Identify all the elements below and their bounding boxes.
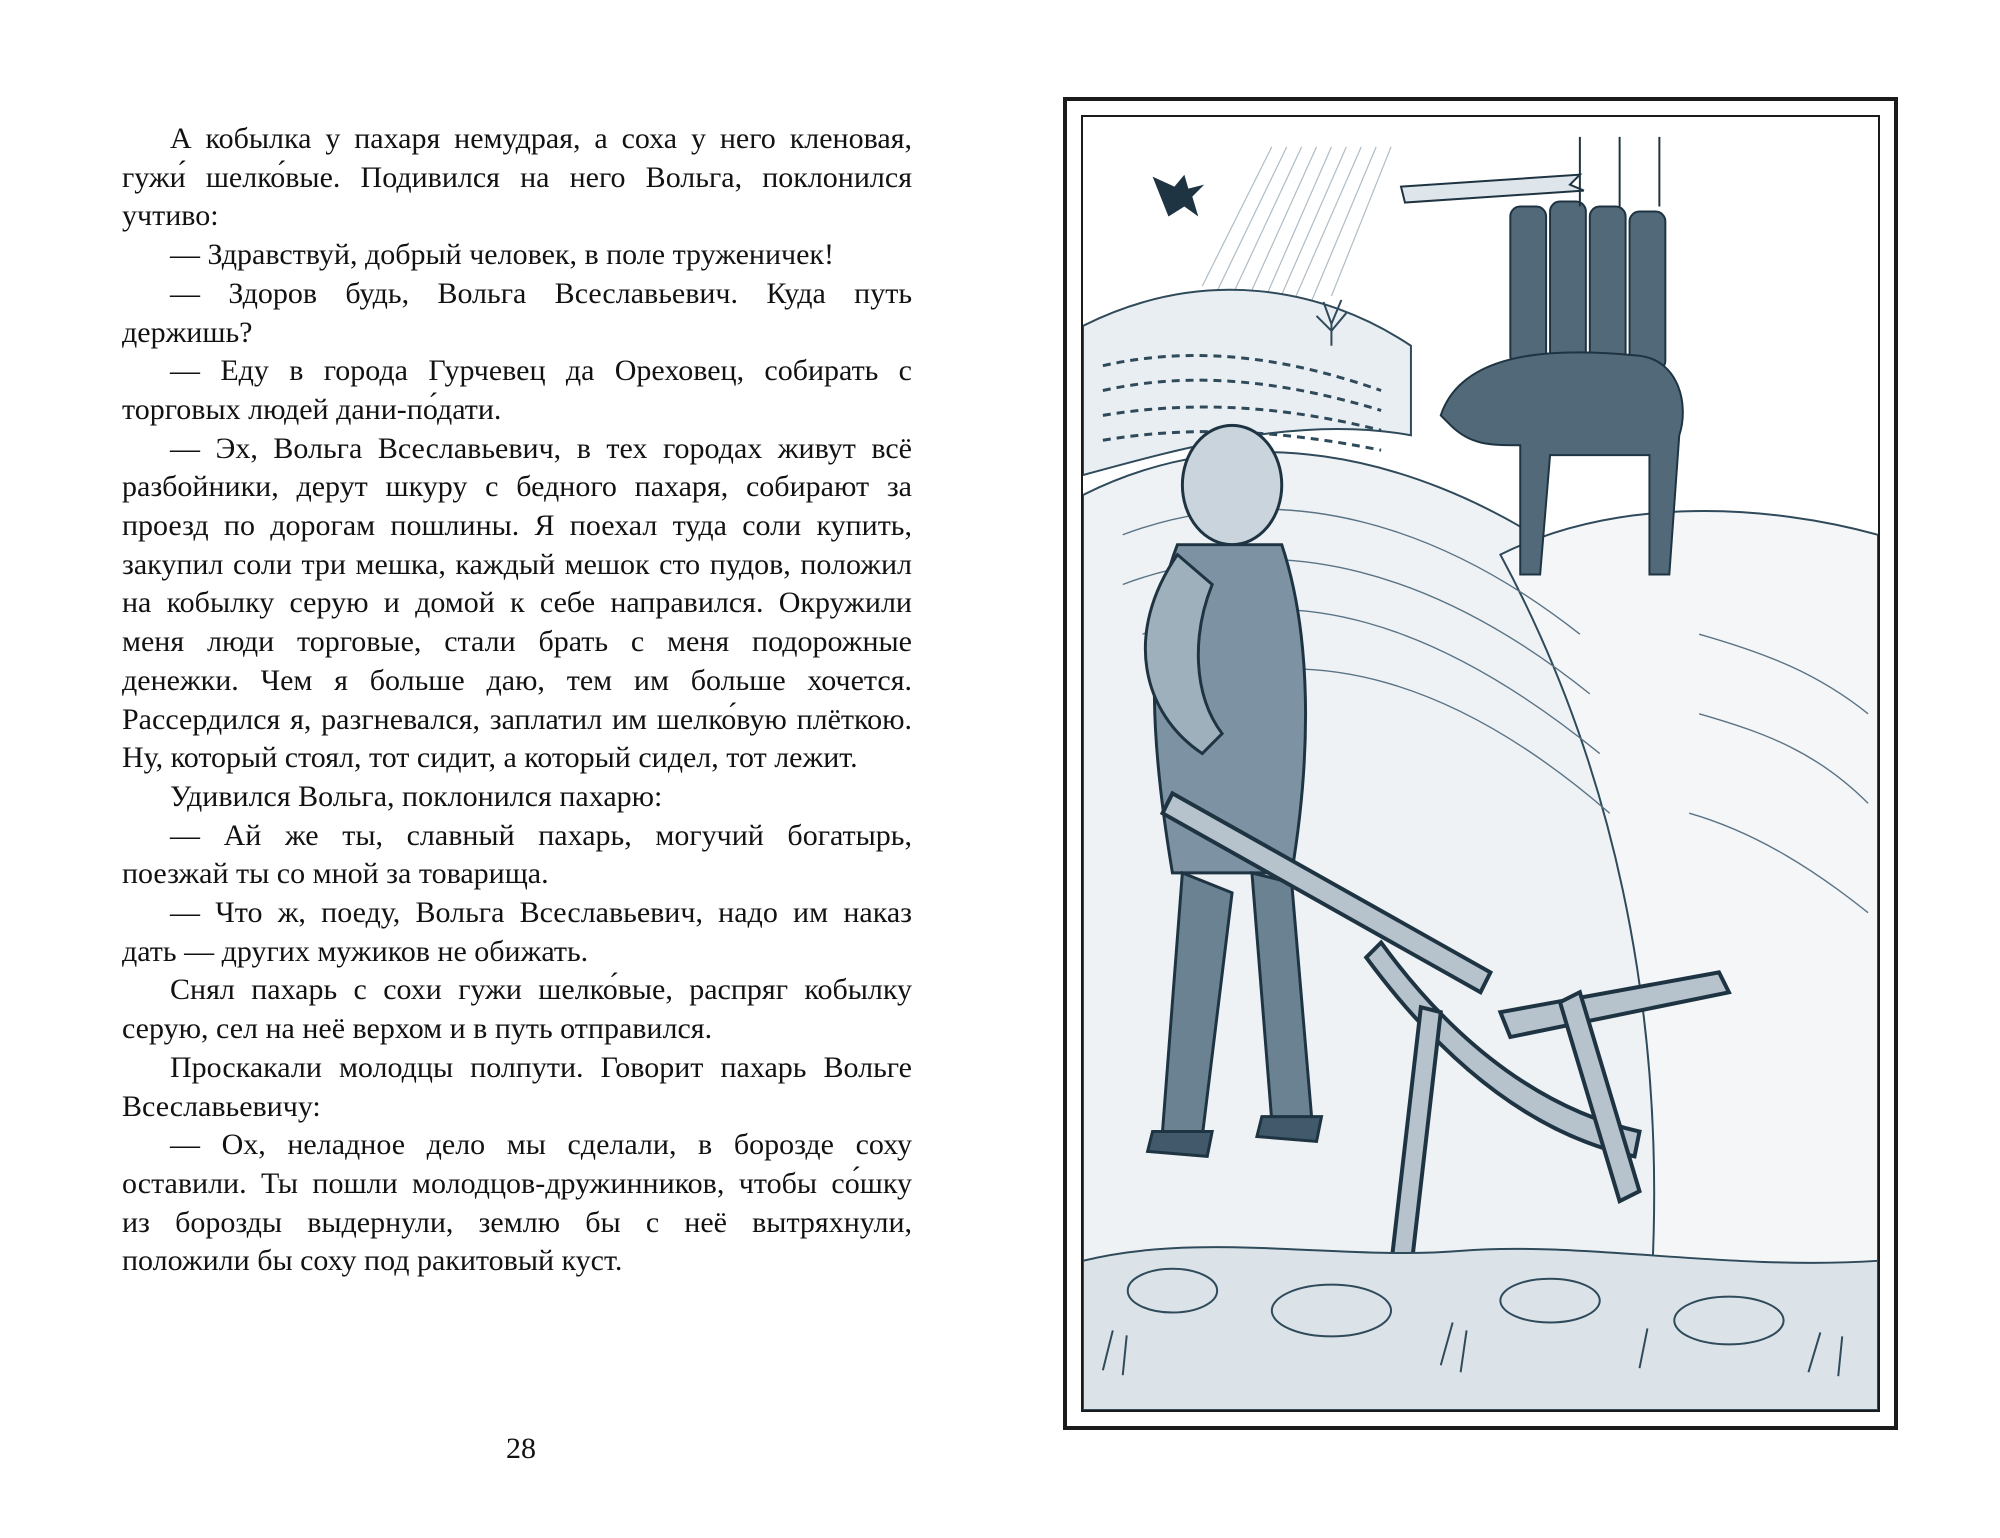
illustration-drawing xyxy=(1083,117,1878,1410)
illustration-frame xyxy=(1063,97,1898,1430)
paragraph: — Ай же ты, славный пахарь, могучий богатырь, поезжай ты со мной за товарища. xyxy=(122,818,912,891)
paragraph: Снял пахарь с сохи гужи шелко́вые, распряг кобылку серую, сел на неё верхом и в путь отправился. xyxy=(122,973,912,1046)
paragraph: А кобылка у пахаря немудрая, а соха у него кленовая, гужи́ шелко́вые. Подивился на него Вольга, поклонился учтиво: xyxy=(122,122,912,233)
paragraph: — Ох, неладное дело мы сделали, в борозде соху оставили. Ты пошли молодцов-дружинников, чтобы со́шку из борозды выдернули, землю бы с неё вытряхнули, положили бы соху под ракитовый куст. xyxy=(122,1128,912,1278)
rain-strokes xyxy=(1202,147,1391,306)
foreground-ground xyxy=(1083,1247,1878,1410)
paragraph: — Эх, Вольга Всеславьевич, в тех городах живут всё разбойники, дерут шкуру с бедного пахаря, собирают за проезд по дорогам пошлины. Я поехал туда соли купить, закупил соли три мешка, каждый мешок сто пудов, положил на кобылку серую и домой к себе направился. Окружили меня люди торговые, стали брать с меня подорожные денежки. Чем я больше даю, тем им больше хочется. Рассердился я, разгневался, заплатил им шелко́вую плёткою. Ну, который стоял, тот сидит, а который сидел, тот лежит. xyxy=(122,431,912,775)
paragraph: Проскакали молодцы полпути. Говорит пахарь Вольге Всеславьевичу: xyxy=(122,1050,912,1123)
paragraph: — Здравствуй, добрый человек, в поле труженичек! xyxy=(170,238,834,272)
paragraph: — Здоров будь, Вольга Всеславьевич. Куда путь держишь? xyxy=(122,276,912,349)
paragraph: Удивился Вольга, поклонился пахарю: xyxy=(170,779,663,813)
text-page xyxy=(122,120,912,1281)
paragraph: — Что ж, поеду, Вольга Всеславьевич, надо им наказ дать — других мужиков не обижать. xyxy=(122,896,912,968)
illustration xyxy=(1081,115,1880,1412)
page-number: 28 xyxy=(506,1432,536,1465)
paragraph: — Еду в города Гурчевец да Ореховец, собирать с торговых людей дани-по́дати. xyxy=(122,354,912,426)
crow-icon xyxy=(1153,175,1205,217)
